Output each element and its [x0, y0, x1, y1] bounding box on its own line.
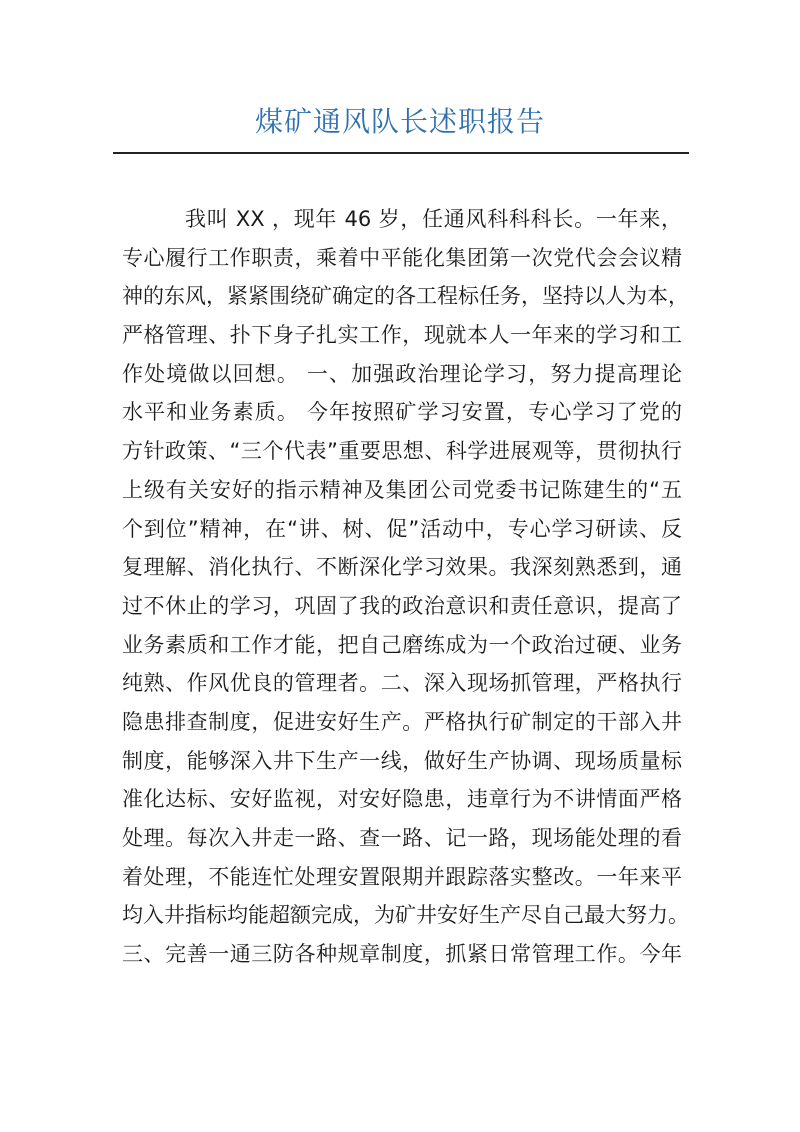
paragraph-line: 水平和业务素质。 今年按照矿学习安置，专心学习了党的	[122, 400, 682, 425]
paragraph-line: 均入井指标均能超额完成，为矿井安好生产尽自己最大努力。	[122, 903, 689, 928]
paragraph-line: 业务素质和工作才能，把自己磨练成为一个政治过硬、业务	[122, 632, 682, 657]
paragraph-line: 纯熟、作风优良的管理者。二、深入现场抓管理，严格执行	[122, 671, 682, 696]
paragraph-line: 着处理，不能连忙处理安置限期并跟踪落实整改。一年来平	[122, 864, 682, 889]
paragraph-line: 专心履行工作职责，乘着中平能化集团第一次党代会会议精	[122, 245, 682, 270]
paragraph-line: 上级有关安好的指示精神及集团公司党委书记陈建生的“五	[122, 477, 682, 502]
paragraph-line: 作处境做以回想。 一、加强政治理论学习，努力提高理论	[122, 361, 682, 386]
document-title: 煤矿通风队长述职报告	[254, 105, 545, 138]
paragraph-line: 处理。每次入井走一路、查一路、记一路，现场能处理的看	[122, 826, 682, 850]
paragraph-line: 三、完善一通三防各种规章制度，抓紧日常管理工作。今年	[122, 942, 682, 967]
paragraph-line: 神的东风，紧紧围绕矿确定的各工程标任务，坚持以人为本，	[122, 284, 689, 309]
paragraph-line: 我叫 XX ，现年 46 岁，任通风科科科长。一年来，	[185, 207, 682, 231]
paragraph-line: 隐患排查制度，促进安好生产。严格执行矿制定的干部入井	[122, 709, 682, 734]
paragraph-line: 过不休止的学习，巩固了我的政治意识和责任意识，提高了	[122, 593, 682, 618]
body-text	[122, 200, 689, 974]
paragraph-line: 制度，能够深入井下生产一线，做好生产协调、现场质量标	[122, 748, 682, 773]
paragraph-line: 个到位”精神，在“讲、树、促”活动中，专心学习研读、反	[122, 516, 682, 541]
paragraph-line: 严格管理、扑下身子扎实工作，现就本人一年来的学习和工	[122, 323, 682, 348]
title-underline	[113, 152, 689, 154]
paragraph-line: 方针政策、“三个代表”重要思想、科学进展观等，贯彻执行	[122, 439, 682, 464]
paragraph-line: 复理解、消化执行、不断深化学习效果。我深刻熟悉到，通	[122, 555, 682, 580]
paragraph-line: 准化达标、安好监视，对安好隐患，违章行为不讲情面严格	[122, 787, 682, 812]
